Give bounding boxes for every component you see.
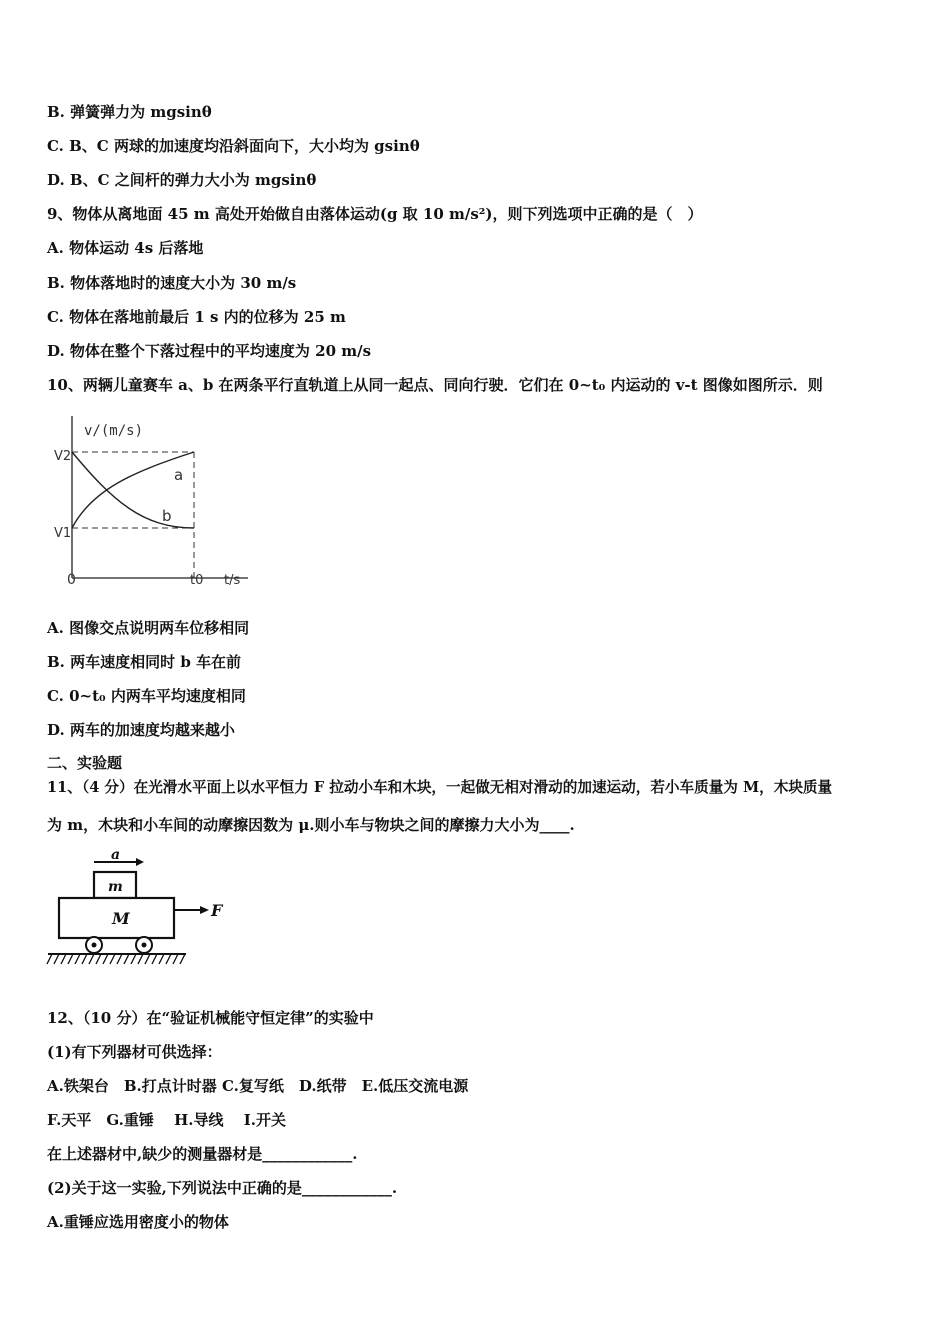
q10-option-b: B. 两车速度相同时 b 车在前 <box>47 653 242 671</box>
q8-option-b: B. 弹簧弹力为 mgsinθ <box>47 103 212 121</box>
v1-label: V1 <box>54 526 72 541</box>
q11-stem-line1: 11、（4 分）在光滑水平面上以水平恒力 F 拉动小车和木块，一起做无相对滑动的加速运动，若小车质量为 M，木块质量 <box>47 779 833 796</box>
q12-part2: (2)关于这一实验,下列说法中正确的是____________. <box>47 1179 398 1197</box>
section-heading: 二、实验题 <box>47 754 123 772</box>
force-arrow-icon <box>200 906 209 914</box>
t0-label: t0 <box>190 573 204 588</box>
x-axis-label: t/s <box>224 573 241 588</box>
q12-equipment-line1: A.铁架台 B.打点计时器 C.复写纸 D.纸带 E.低压交流电源 <box>47 1077 469 1095</box>
q12-stem: 12、（10 分）在“验证机械能守恒定律”的实验中 <box>47 1009 374 1027</box>
q8-option-d: D. B、C 之间杆的弹力大小为 mgsinθ <box>47 171 317 189</box>
accel-label: a <box>111 848 121 863</box>
q11-stem-line2: 为 m，木块和小车间的动摩擦因数为 μ.则小车与物块之间的摩擦力大小为____. <box>47 816 575 834</box>
q9-stem: 9、物体从离地面 45 m 高处开始做自由落体运动(g 取 10 m/s²)，则下列选项中正确的是（ ） <box>47 205 703 223</box>
q10-option-a: A. 图像交点说明两车位移相同 <box>47 619 250 637</box>
q12-equipment-line2: F.天平 G.重锤 H.导线 I.开关 <box>47 1111 286 1129</box>
y-axis-label: v/(m/s) <box>84 423 144 439</box>
q9-option-a: A. 物体运动 4s 后落地 <box>47 239 204 257</box>
q12-part2-option-a: A.重锤应选用密度小的物体 <box>47 1213 229 1231</box>
vt-graph <box>52 410 262 595</box>
cart-label: M <box>112 909 130 928</box>
q12-part1: (1)有下列器材可供选择： <box>47 1043 222 1061</box>
cart-block-figure <box>44 848 234 973</box>
accel-arrow-icon <box>136 858 144 866</box>
curve-a-label: a <box>174 466 184 484</box>
q9-option-d: D. 物体在整个下落过程中的平均速度为 20 m/s <box>47 342 372 360</box>
q9-option-c: C. 物体在落地前最后 1 s 内的位移为 25 m <box>47 308 346 326</box>
q10-option-d: D. 两车的加速度均越来越小 <box>47 721 235 739</box>
q12-missing-equipment: 在上述器材中,缺少的测量器材是____________. <box>47 1145 358 1163</box>
q10-option-c: C. 0~t₀ 内两车平均速度相同 <box>47 687 246 705</box>
q10-stem: 10、两辆儿童赛车 a、b 在两条平行直轨道上从同一起点、同向行驶．它们在 0~t₀ 内运动的 v-t 图像如图所示．则 <box>47 376 823 394</box>
origin-label: 0 <box>67 572 76 588</box>
v2-label: V2 <box>54 449 72 464</box>
curve-a <box>72 452 194 528</box>
curve-b-label: b <box>162 507 172 525</box>
curve-b <box>72 452 194 528</box>
q9-option-b: B. 物体落地时的速度大小为 30 m/s <box>47 274 297 292</box>
block-label: m <box>108 879 123 895</box>
force-label: F <box>211 901 223 920</box>
q8-option-c: C. B、C 两球的加速度均沿斜面向下，大小均为 gsinθ <box>47 137 420 155</box>
ground-hatch <box>47 954 185 964</box>
